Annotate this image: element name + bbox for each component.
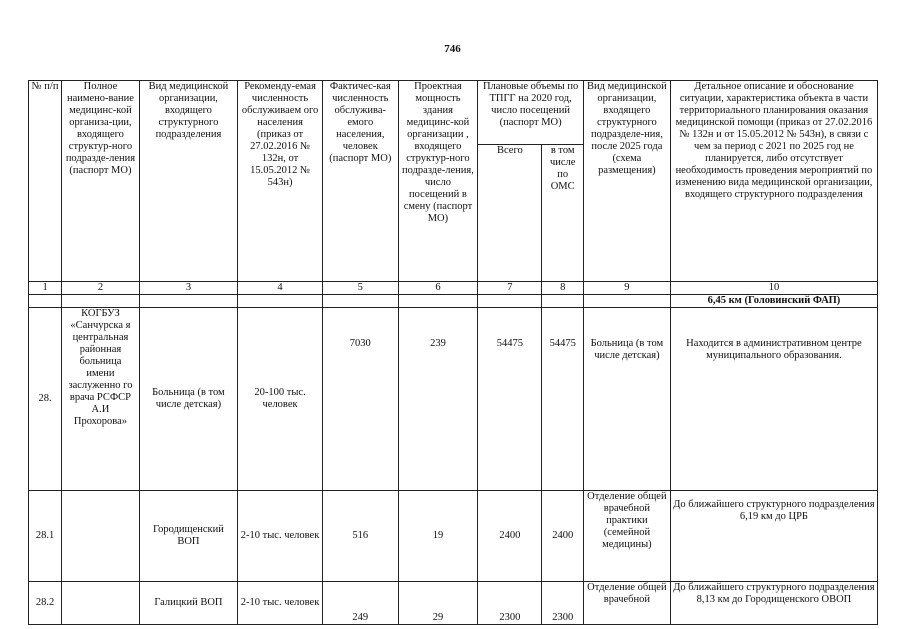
table-row (29, 308, 878, 491)
row-org-name (62, 491, 140, 582)
header-description: Детальное описание и обоснование ситуации, характеристика объекта в части территориального планирования оказания медицинской помощи (приказ от 27.02.2016 № 132н и от 15.05.2012 № 543н), в связи с чем за период с 2021 по 2025 год не планируется, либо отсутствует необходимость проведения мероприятий по изменению вида медицинской организации, входящего структурного подразделения (670, 81, 877, 282)
column-number: 1 (29, 282, 62, 295)
table-row (29, 582, 878, 625)
header-type: Вид медицинской организации, входящего структурного подразделения (139, 81, 237, 282)
column-number: 9 (583, 282, 670, 295)
column-number: 2 (62, 282, 140, 295)
row-recommended: 20-100 тыс. человек (238, 308, 323, 491)
row-actual: 249 (323, 582, 399, 625)
row-org-type: Галицкий ВОП (139, 582, 237, 625)
row-actual: 516 (323, 491, 399, 582)
row-total: 2300 (478, 582, 542, 625)
row-actual: 7030 (323, 308, 399, 491)
header-planned-volumes: Плановые объемы по ТПГГ на 2020 год, число посещений (паспорт МО) (478, 81, 584, 145)
row-after-2025: Отделение общей врачебной практики (семейной медицины) (583, 491, 670, 582)
header-org: Полное наимено-вание медицинс-кой организа-ции, входящего структур-ного подразде-ления (паспорт МО) (62, 81, 140, 282)
row-recommended: 2-10 тыс. человек (238, 491, 323, 582)
row-capacity: 19 (398, 491, 478, 582)
row-total: 54475 (478, 308, 542, 491)
header-num: № п/п (29, 81, 62, 282)
row-description: Находится в административном центре муниципального образования. (670, 308, 877, 491)
row-description: До ближайшего структурного подразделения 8,13 км до Городищенского ОВОП (670, 582, 877, 625)
row-recommended: 2-10 тыс. человек (238, 582, 323, 625)
header-oms: в том числе по ОМС (542, 144, 583, 281)
page-number: 746 (444, 43, 461, 55)
header-recommended: Рекоменду-емая численность обслуживаем ого населения (приказ от 27.02.2016 № 132н, от 15.05.2012 № 543н) (238, 81, 323, 282)
row-org-name (62, 582, 140, 625)
row-number: 28.1 (29, 491, 62, 582)
row-number: 28. (29, 308, 62, 491)
column-number: 7 (478, 282, 542, 295)
row-oms: 2400 (542, 491, 583, 582)
header-capacity: Проектная мощность здания медицинс-кой организации , входящего структур-ного подразде-ления, число посещений в смену (паспорт МО) (398, 81, 478, 282)
medical-organizations-table (28, 80, 878, 625)
row-oms: 2300 (542, 582, 583, 625)
column-number: 3 (139, 282, 237, 295)
row-oms: 54475 (542, 308, 583, 491)
row-after-2025: Больница (в том числе детская) (583, 308, 670, 491)
column-numbers-row (29, 282, 878, 295)
row-description: До ближайшего структурного подразделения 6,19 км до ЦРБ (670, 491, 877, 582)
column-number: 6 (398, 282, 478, 295)
header-actual: Фактичес-кая численность обслужива-емого населения, человек (паспорт МО) (323, 81, 399, 282)
row-number: 28.2 (29, 582, 62, 625)
carry-over-row (29, 295, 878, 308)
row-capacity: 29 (398, 582, 478, 625)
row-org-type: Городищенский ВОП (139, 491, 237, 582)
header-total: Всего (478, 144, 542, 281)
header-after-2025: Вид медицинской организации, входящего структурного подразделе-ния, после 2025 года (схема размещения) (583, 81, 670, 282)
row-total: 2400 (478, 491, 542, 582)
row-after-2025: Отделение общей врачебной (583, 582, 670, 625)
table-row (29, 491, 878, 582)
row-capacity: 239 (398, 308, 478, 491)
column-number: 4 (238, 282, 323, 295)
column-number: 10 (670, 282, 877, 295)
carry-over-text: 6,45 км (Головинский ФАП) (670, 295, 877, 308)
column-number: 8 (542, 282, 583, 295)
row-org-type: Больница (в том числе детская) (139, 308, 237, 491)
column-number: 5 (323, 282, 399, 295)
row-org-name: КОГБУЗ «Санчурска я центральная районная больница имени заслуженно го врача РСФСР А.И Прохорова» (62, 308, 140, 491)
